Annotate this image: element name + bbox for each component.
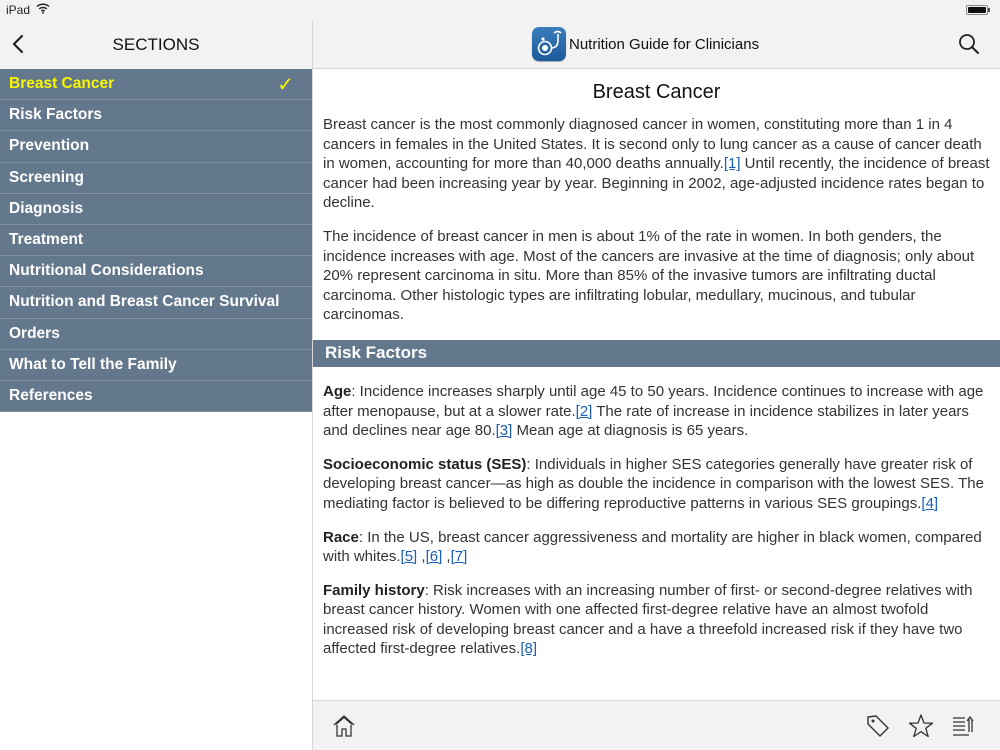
sidebar-item-label: Orders bbox=[9, 324, 60, 342]
reference-link-4[interactable]: [4] bbox=[921, 494, 939, 512]
section-heading-risk-factors: Risk Factors bbox=[313, 340, 1000, 367]
body-text: : Incidence increases sharply until age 45 to 50 years. Incidence continues to increase with age after menopause, but at a slower rate. bbox=[323, 382, 984, 420]
checkmark-icon: ✓ bbox=[277, 74, 294, 96]
body-text: : Individuals in higher SES categories generally have greater risk of developing breast cancer—as high as double the incidence in comparison with the lowest SES. The mediating factor is believed to be differing reproductive patterns in various SES groupings. bbox=[323, 455, 984, 512]
sidebar-item-label: What to Tell the Family bbox=[9, 355, 177, 373]
sections-sidebar bbox=[0, 69, 312, 750]
article-title: Breast Cancer bbox=[592, 81, 721, 103]
tag-icon[interactable] bbox=[865, 713, 891, 739]
risk-factor-race bbox=[313, 528, 1000, 567]
sidebar-item-what-to-tell-family[interactable] bbox=[0, 350, 312, 381]
separator: , bbox=[442, 548, 451, 566]
separator: , bbox=[417, 548, 426, 566]
wifi-icon bbox=[36, 2, 50, 14]
toc-icon[interactable] bbox=[951, 713, 977, 739]
body-text: : In the US, breast cancer aggressiveness and mortality are higher in black women, compared with whites. bbox=[323, 528, 982, 566]
risk-factor-age bbox=[313, 382, 1000, 441]
home-icon[interactable] bbox=[331, 713, 357, 739]
intro-paragraph-2: The incidence of breast cancer in men is about 1% of the rate in women. In both genders, the incidence increases with age. Most of the cancers are invasive at the time of diagnosis; only about 20% represent carcinoma in situ. More than 85% of the invasive tumors are infiltrating ductal carcinoma. Other histologic types are infiltrating lobular, medullary, mucinous, and tubular carcinomas. bbox=[323, 227, 975, 324]
main-header bbox=[313, 20, 1000, 69]
sidebar-item-label: References bbox=[9, 386, 93, 404]
carrier-label: iPad bbox=[6, 3, 31, 17]
reference-link-8[interactable]: [8] bbox=[520, 640, 538, 658]
risk-factor-family-history bbox=[313, 581, 1000, 659]
article-content[interactable] bbox=[313, 70, 1000, 700]
sidebar-header bbox=[0, 20, 312, 69]
sidebar-item-label: Treatment bbox=[9, 231, 84, 249]
body-text: The rate of increase in incidence stabilizes in later years and declines near age 80. bbox=[323, 402, 969, 440]
body-text: Mean age at diagnosis is 65 years. bbox=[512, 422, 749, 440]
sidebar-item-prevention[interactable] bbox=[0, 131, 312, 162]
term: Socioeconomic status (SES) bbox=[323, 455, 527, 473]
sidebar-item-treatment[interactable] bbox=[0, 225, 312, 256]
star-icon[interactable] bbox=[908, 713, 934, 739]
search-icon[interactable] bbox=[958, 33, 980, 55]
sidebar-item-label: Diagnosis bbox=[9, 199, 84, 217]
reference-link-7[interactable]: [7] bbox=[450, 548, 468, 566]
sidebar-title: SECTIONS bbox=[112, 35, 200, 54]
term: Family history bbox=[323, 581, 425, 599]
sidebar-item-label: Nutritional Considerations bbox=[9, 262, 204, 280]
sidebar-item-label: Risk Factors bbox=[9, 106, 103, 124]
sidebar-item-label: Breast Cancer bbox=[9, 75, 115, 93]
bottom-toolbar bbox=[313, 700, 1000, 750]
sidebar-item-label: Prevention bbox=[9, 137, 90, 155]
sidebar-item-diagnosis[interactable] bbox=[0, 194, 312, 225]
sidebar-item-breast-cancer[interactable] bbox=[0, 69, 312, 100]
sidebar-item-orders[interactable] bbox=[0, 319, 312, 350]
reference-link-3[interactable]: [3] bbox=[495, 422, 513, 440]
intro-text: Breast cancer is the most commonly diagnosed cancer in women, constituting more than 1 in 4 cancers in females in the United States. It is second only to lung cancer as a cause of cancer death in women, accounting for more than 40,000 deaths annually. bbox=[323, 116, 982, 173]
reference-link-2[interactable]: [2] bbox=[575, 402, 593, 420]
term: Race bbox=[323, 528, 359, 546]
intro-paragraph-1 bbox=[313, 115, 1000, 213]
sidebar-item-screening[interactable] bbox=[0, 163, 312, 194]
intro-text: Until recently, the incidence of breast cancer had been increasing year by year. Beginning in 2002, age-adjusted incidence rates began to decline. bbox=[323, 155, 990, 212]
reference-link-5[interactable]: [5] bbox=[400, 548, 418, 566]
reference-link-6[interactable]: [6] bbox=[425, 548, 443, 566]
stethoscope-icon bbox=[532, 27, 566, 61]
sidebar-item-label: Nutrition and Breast Cancer Survival bbox=[9, 293, 280, 311]
sidebar-item-risk-factors[interactable] bbox=[0, 100, 312, 131]
sidebar-item-references[interactable] bbox=[0, 381, 312, 412]
battery-icon bbox=[966, 5, 988, 15]
status-bar bbox=[0, 0, 1000, 20]
body-text: : Risk increases with an increasing number of first- or second-degree relatives with breast cancer history. Women with one affected first-degree relative have an almost twofold increased risk of developing breast cancer and a have a threefold increased risk if they have two affected first-degree relatives. bbox=[323, 581, 973, 658]
risk-factor-ses bbox=[313, 455, 1000, 514]
sidebar-item-nutrition-survival[interactable] bbox=[0, 287, 312, 318]
sidebar-item-label: Screening bbox=[9, 168, 84, 186]
term: Age bbox=[323, 382, 352, 400]
app-title: Nutrition Guide for Clinicians bbox=[569, 36, 760, 53]
sidebar-item-nutritional-considerations[interactable] bbox=[0, 256, 312, 287]
reference-link-1[interactable]: [1] bbox=[723, 155, 741, 173]
